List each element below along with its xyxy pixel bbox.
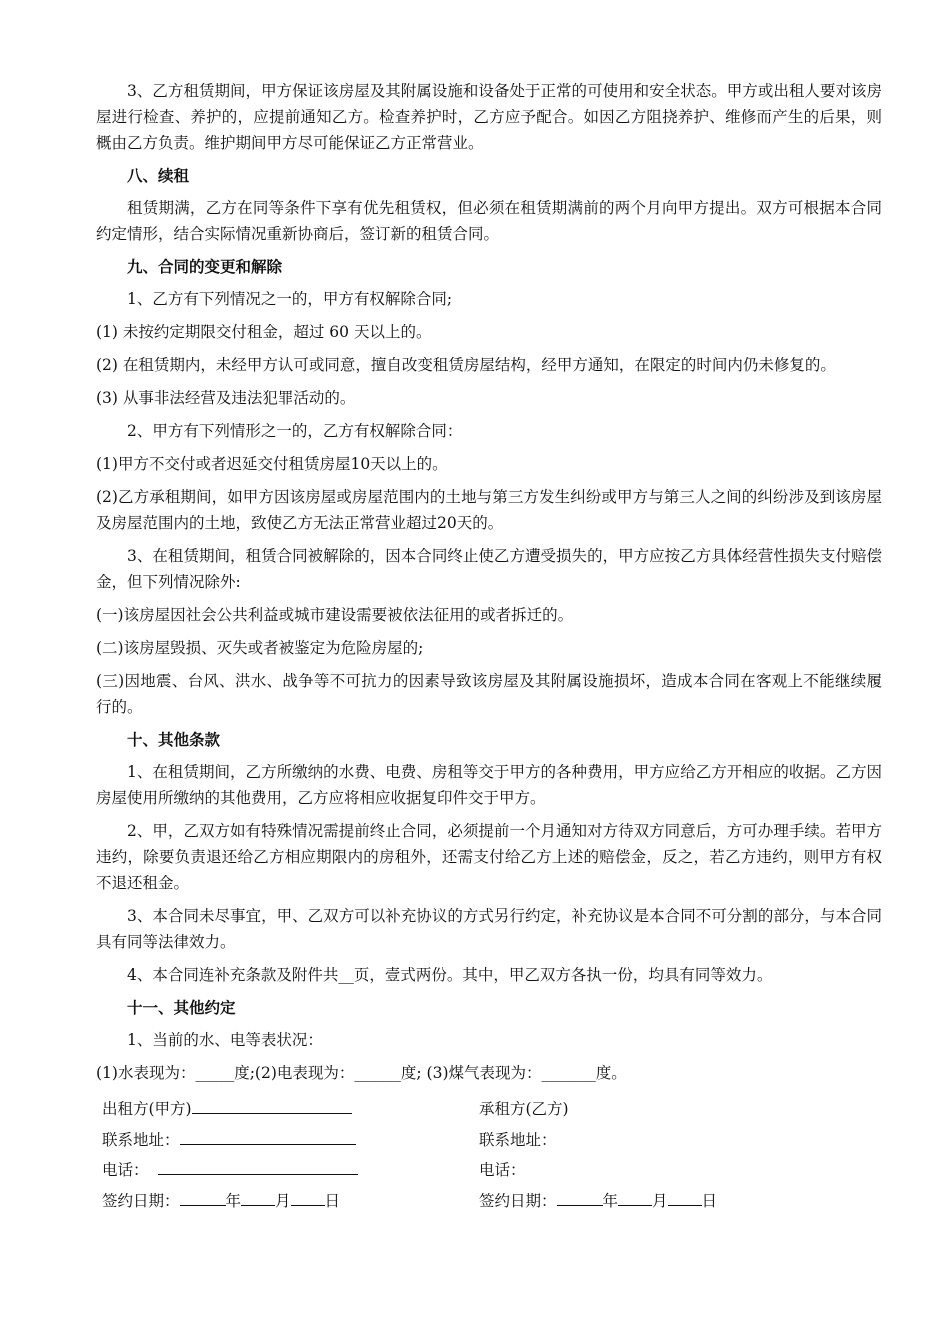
clause-9-2: 2、甲方有下列情形之一的，乙方有权解除合同： (127, 422, 463, 440)
lessee-date-label: 签约日期： (479, 1191, 557, 1210)
heading-other-terms: 十、其他条款 (127, 730, 221, 749)
clause-11-1: 1、当前的水、电等表状况： (127, 1031, 323, 1049)
lessee-label: 承租方(乙方) (479, 1100, 569, 1118)
heading-renewal: 八、续租 (127, 166, 190, 185)
lessor-address-blank[interactable] (180, 1127, 356, 1145)
clause-10-4: 4、本合同连补充条款及附件共__页，壹式两份。其中，甲乙双方各执一份，均具有同等效力。 (127, 966, 773, 984)
clause-9-1: 1、乙方有下列情况之一的，甲方有权解除合同; (127, 290, 453, 308)
lessee-address-label: 联系地址： (479, 1130, 557, 1149)
lessor-phone-row (102, 1155, 358, 1186)
lessee-address-row (479, 1125, 717, 1156)
lessor-address-label: 联系地址： (102, 1130, 180, 1149)
contract-body (96, 78, 882, 1093)
lessee-year-blank[interactable] (557, 1188, 603, 1206)
lessor-day-label: 日 (324, 1191, 341, 1210)
heading-change-termination: 九、合同的变更和解除 (127, 257, 283, 276)
lessor-phone-label: 电话： (102, 1161, 149, 1179)
lessee-name-row (479, 1094, 717, 1125)
lessor-phone-blank[interactable] (158, 1157, 358, 1175)
lessor-name-blank[interactable] (192, 1096, 352, 1114)
lessee-phone-label: 电话： (479, 1161, 526, 1179)
clause-9-3-item-2: (二)该房屋毁损、灭失或者被鉴定为危险房屋的; (96, 639, 424, 657)
lessee-phone-row (479, 1155, 717, 1186)
lessor-signature-block (102, 1094, 358, 1216)
lessee-date-row (479, 1186, 717, 1217)
lessor-month-blank[interactable] (241, 1188, 275, 1206)
clause-9-3-item-3: (三)因地震、台风、洪水、战争等不可抗力的因素导致该房屋及其附属设施损坏，造成本合同在客观上不能继续履行的。 (96, 672, 882, 716)
clause-10-1: 1、在租赁期间，乙方所缴纳的水费、电费、房租等交于甲方的各种费用，甲方应给乙方开相应的收据。乙方因房屋使用所缴纳的其他费用，乙方应将相应收据复印件交于甲方。 (96, 763, 882, 807)
lessor-year-label: 年 (225, 1191, 242, 1210)
heading-other-agreements: 十一、其他约定 (127, 998, 236, 1017)
lessor-date-row (102, 1186, 358, 1217)
clause-8-1: 租赁期满，乙方在同等条件下享有优先租赁权，但必须在租赁期满前的两个月向甲方提出。双方可根据本合同约定情形，结合实际情况重新协商后，签订新的租赁合同。 (96, 199, 882, 243)
lessee-day-blank[interactable] (668, 1188, 702, 1206)
clause-10-3: 3、本合同未尽事宜，甲、乙双方可以补充协议的方式另行约定，补充协议是本合同不可分割的部分，与本合同具有同等法律效力。 (96, 907, 882, 951)
clause-7-3: 3、乙方租赁期间，甲方保证该房屋及其附属设施和设备处于正常的可使用和安全状态。甲方或出租人要对该房屋进行检查、养护的，应提前通知乙方。检查养护时，乙方应予配合。如因乙方阻挠养护、维修而产生的后果，则概由乙方负责。维护期间甲方尽可能保证乙方正常营业。 (96, 82, 882, 152)
lessee-month-blank[interactable] (618, 1188, 652, 1206)
meter-readings: (1)水表现为：_____度;(2)电表现为：______度; (3)煤气表现为：_______度。 (96, 1064, 627, 1082)
lessee-signature-block (479, 1094, 717, 1216)
lessor-month-label: 月 (275, 1191, 291, 1210)
clause-9-3-item-1: (一)该房屋因社会公共利益或城市建设需要被依法征用的或者拆迁的。 (96, 606, 574, 624)
clause-9-3: 3、在租赁期间，租赁合同被解除的，因本合同终止使乙方遭受损失的，甲方应按乙方具体经营性损失支付赔偿金，但下列情况除外: (96, 547, 882, 591)
clause-9-1-item-3: (3) 从事非法经营及违法犯罪活动的。 (96, 389, 356, 407)
clause-9-1-item-1: (1) 未按约定期限交付租金，超过 60 天以上的。 (96, 323, 432, 341)
lessee-year-label: 年 (602, 1191, 619, 1210)
clause-9-1-item-2: (2) 在租赁期内，未经甲方认可或同意，擅自改变租赁房屋结构，经甲方通知，在限定的时间内仍未修复的。 (96, 356, 836, 374)
lessor-year-blank[interactable] (180, 1188, 226, 1206)
clause-10-2: 2、甲，乙双方如有特殊情况需提前终止合同，必须提前一个月通知对方待双方同意后，方可办理手续。若甲方违约，除要负责退还给乙方相应期限内的房租外，还需支付给乙方上述的赔偿金，反之，若乙方违约，则甲方有权不退还租金。 (96, 822, 882, 892)
lessor-date-label: 签约日期： (102, 1191, 180, 1210)
lessee-month-label: 月 (652, 1191, 668, 1210)
clause-9-2-item-2: (2)乙方承租期间，如甲方因该房屋或房屋范围内的土地与第三方发生纠纷或甲方与第三人之间的纠纷涉及到该房屋及房屋范围内的土地，致使乙方无法正常营业超过20天的。 (96, 488, 882, 532)
lessor-name-row (102, 1094, 358, 1125)
lessor-day-blank[interactable] (291, 1188, 325, 1206)
clause-9-2-item-1: (1)甲方不交付或者迟延交付租赁房屋10天以上的。 (96, 455, 448, 473)
lessor-address-row (102, 1125, 358, 1156)
lessor-label: 出租方(甲方) (102, 1100, 192, 1118)
lessee-day-label: 日 (701, 1191, 718, 1210)
